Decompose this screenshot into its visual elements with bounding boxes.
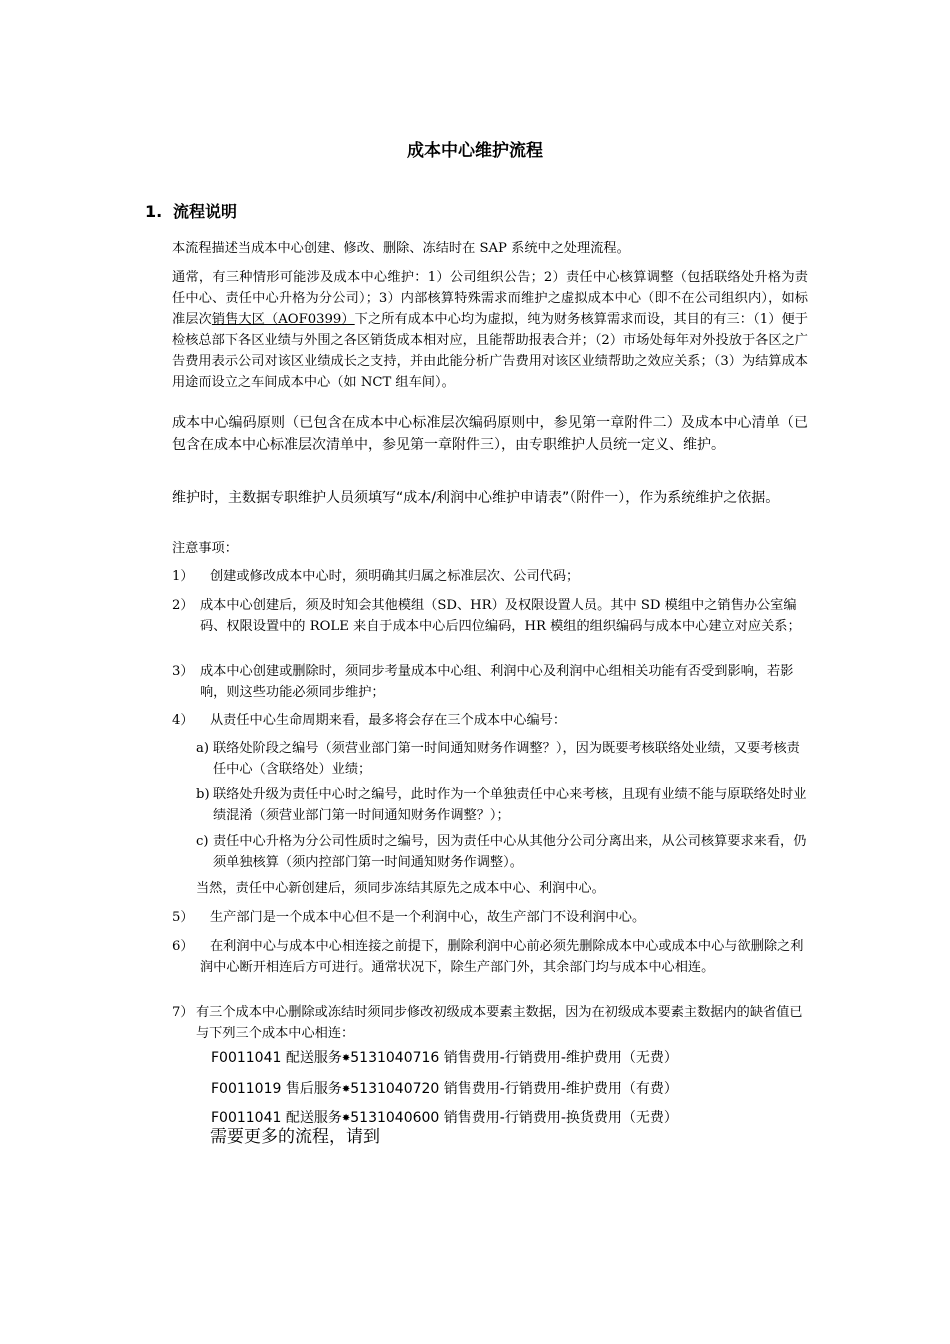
sub-item-text: 联络处升级为责任中心时之编号，此时作为一个单独责任中心来考核，且现有业绩不能与原联络处时业绩混淆（须营业部门第一时间通知财务作调整？）； xyxy=(213,787,807,823)
note-item xyxy=(172,661,808,703)
note-text xyxy=(172,936,808,978)
note-number: 6） xyxy=(172,939,194,954)
note-number: 7） xyxy=(172,1005,194,1020)
note-text: 生产部门是一个成本中心但不是一个利润中心，故生产部门不设利润中心。 xyxy=(210,910,646,925)
cost-center-code: F0011019 xyxy=(211,1081,282,1097)
sub-item-letter: a) xyxy=(196,741,210,756)
note-number: 2） xyxy=(172,598,194,613)
cost-center-name: 售后服务 xyxy=(285,1081,342,1097)
note-number: 5） xyxy=(172,910,194,925)
cost-element-code: 5131040720 xyxy=(350,1081,440,1097)
paragraph-intro: 本流程描述当成本中心创建、修改、删除、冻结时在 SAP 系统中之处理流程。 xyxy=(172,241,630,256)
bullet-icon: ✸ xyxy=(341,1053,351,1064)
paragraph-scenarios-part2: 下之所有成本中心均为虚拟，纯为财务核算需求而设，其目的有三：（1）便于检核总部下各区业绩与外围之各区销货成本相对应，且能帮助报表合并；（2）市场处每年对外投放于各区之广告费用表示公司对该区业绩成长之支持，并由此能分析广告费用对该区业绩帮助之效应关系；（3）为结算成本用途而设立之车间成本中心（如 NCT 组车间）。 xyxy=(172,312,808,390)
notes-label: 注意事项： xyxy=(172,541,238,556)
note-number: 3） xyxy=(172,664,194,679)
sub-item-text: 责任中心升格为分公司性质时之编号，因为责任中心从其他分公司分离出来，从公司核算要求来看，仍须单独核算（须内控部门第一时间通知财务作调整）。 xyxy=(213,834,807,870)
cost-center-line xyxy=(211,1078,811,1101)
cost-center-line xyxy=(211,1047,811,1070)
cost-center-name: 配送服务 xyxy=(285,1110,342,1126)
cost-element-code: 5131040600 xyxy=(350,1110,440,1126)
more-process-text: 需要更多的流程，请到 xyxy=(210,1127,380,1147)
cost-element-desc: 销售费用-行销费用-维护费用（有费） xyxy=(443,1081,678,1097)
bullet-icon: ✸ xyxy=(341,1113,351,1124)
cost-center-code: F0011041 xyxy=(211,1110,282,1126)
note-after-list: 当然，责任中心新创建后，须同步冻结其原先之成本中心、利润中心。 xyxy=(196,881,605,896)
note-item xyxy=(172,595,808,637)
paragraph-scenarios xyxy=(172,267,808,393)
bullet-icon: ✸ xyxy=(341,1084,351,1095)
sub-item-text: 联络处阶段之编号（须营业部门第一时间通知财务作调整？），因为既要考核联络处业绩，又要考核责任中心（含联络处）业绩； xyxy=(213,741,800,777)
sub-item-letter: c) xyxy=(196,834,209,849)
sub-item xyxy=(196,784,808,826)
note-item xyxy=(172,566,808,587)
cost-element-code: 5131040716 xyxy=(350,1050,440,1066)
note-text: 成本中心创建或删除时，须同步考量成本中心组、利润中心及利润中心组相关功能有否受到影响，若影响，则这些功能必须同步维护； xyxy=(200,664,794,700)
note-text: 创建或修改成本中心时，须明确其归属之标准层次、公司代码； xyxy=(210,569,580,584)
paragraph-coding-rule: 成本中心编码原则（已包含在成本中心标准层次编码原则中，参见第一章附件二）及成本中心清单（已包含在成本中心标准层次清单中，参见第一章附件三），由专职维护人员统一定义、维护。 xyxy=(172,415,808,453)
note-item xyxy=(172,907,808,928)
cost-center-name: 配送服务 xyxy=(285,1050,342,1066)
cost-element-desc: 销售费用-行销费用-维护费用（无费） xyxy=(443,1050,678,1066)
note-item xyxy=(172,710,808,731)
sub-item-letter: b) xyxy=(196,787,210,802)
section-title: 流程说明 xyxy=(173,202,238,221)
sub-item xyxy=(196,738,808,780)
note-item xyxy=(172,1002,808,1044)
note-text: 从责任中心生命周期来看，最多将会存在三个成本中心编号： xyxy=(210,713,567,728)
sub-item xyxy=(196,831,808,873)
note-text-body: 在利润中心与成本中心相连接之前提下，删除利润中心前必须先删除成本中心或成本中心与欲删除之利润中心断开相连后方可进行。通常状况下，除生产部门外，其余部门均与成本中心相连。 xyxy=(200,939,804,975)
sales-region-link[interactable]: 销售大区（AOF0399） xyxy=(211,312,355,327)
note-item xyxy=(172,936,808,978)
paragraph-maintenance-form: 维护时，主数据专职维护人员须填写“成本/利润中心维护申请表”（附件一），作为系统维护之依据。 xyxy=(172,490,780,506)
paragraph-scenarios-part1: 通常，有三种情形可能涉及成本中心维护：1）公司组织公告；2）责任中心核算调整（包括联络处升格为责任中心、责任中心升格为分公司）；3）内部核算特殊需求而维护之虚拟成本中心（即不在公司组织内），如标准层次 xyxy=(172,270,808,327)
section-heading xyxy=(145,200,237,224)
cost-element-desc: 销售费用-行销费用-换货费用（无费） xyxy=(443,1110,678,1126)
note-text: 成本中心创建后，须及时知会其他模组（SD、HR）及权限设置人员。其中 SD 模组中之销售办公室编码、权限设置中的 ROLE 来自于成本中心后四位编码，HR 模组的组织编码与成本中心建立对应关系； xyxy=(200,598,801,634)
page-title: 成本中心维护流程 xyxy=(407,141,543,161)
note-number: 4） xyxy=(172,713,194,728)
section-number: 1. xyxy=(145,202,163,221)
cost-center-code: F0011041 xyxy=(211,1050,282,1066)
note-number: 1） xyxy=(172,569,194,584)
note-text: 有三个成本中心删除或冻结时须同步修改初级成本要素主数据，因为在初级成本要素主数据内的缺省值已与下列三个成本中心相连： xyxy=(196,1005,803,1041)
